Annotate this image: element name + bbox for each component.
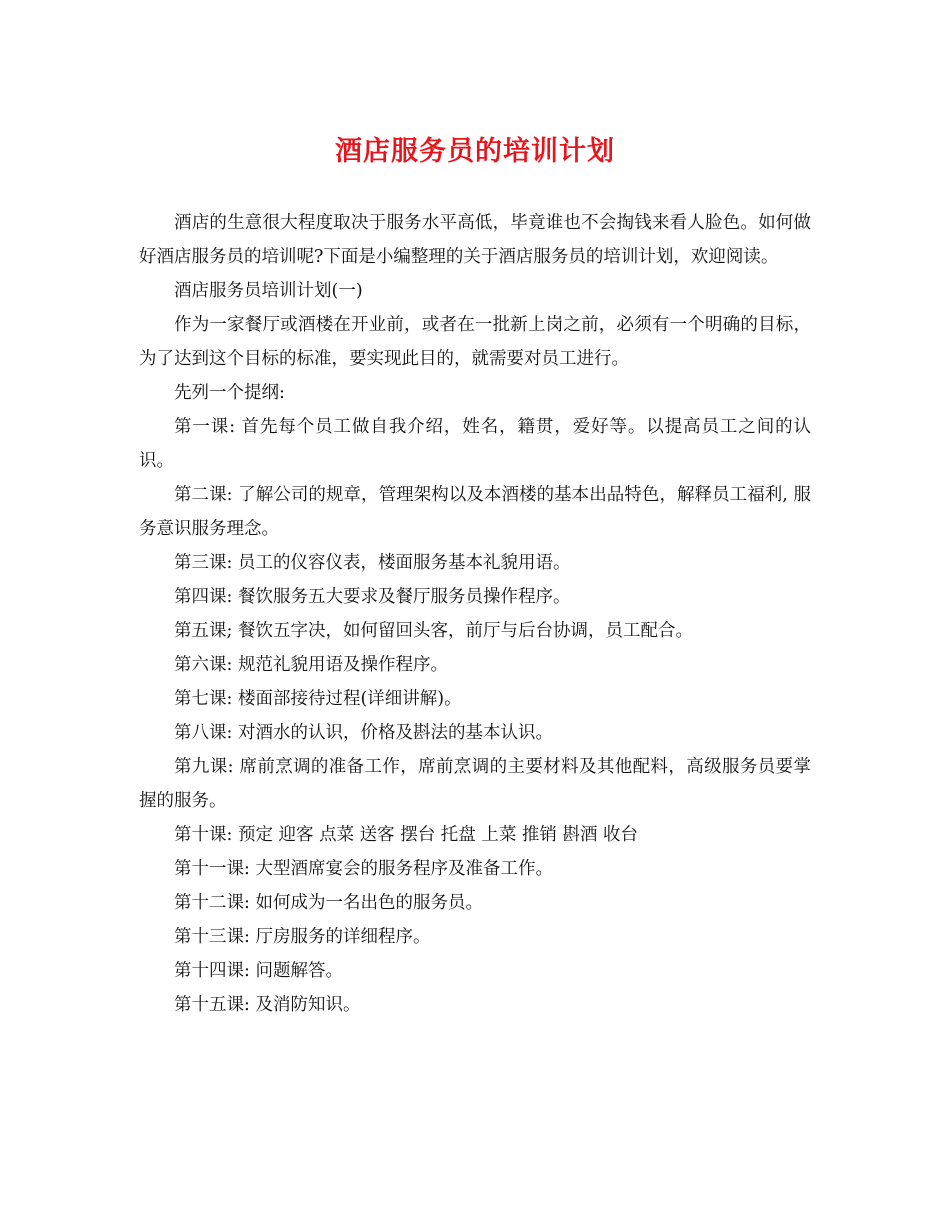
intro-paragraph: 酒店的生意很大程度取决于服务水平高低，毕竟谁也不会掏钱来看人脸色。如何做好酒店服务员的培训呢?下面是小编整理的关于酒店服务员的培训计划，欢迎阅读。	[139, 213, 811, 267]
lesson-item: 第六课: 规范礼貌用语及操作程序。	[174, 655, 448, 675]
lesson-item: 第八课: 对酒水的认识，价格及斟法的基本认识。	[174, 723, 553, 743]
document-title: 酒店服务员的培训计划	[335, 136, 615, 167]
lesson-item: 第十二课: 如何成为一名出色的服务员。	[174, 893, 483, 913]
section-heading: 酒店服务员培训计划(一)	[174, 281, 363, 301]
lesson-item: 第二课: 了解公司的规章，管理架构以及本酒楼的基本出品特色，解释员工福利, 服务意识服务理念。	[139, 485, 811, 539]
lesson-item: 第四课: 餐饮服务五大要求及餐厅服务员操作程序。	[174, 587, 571, 607]
lesson-item: 第十课: 预定 迎客 点菜 送客 摆台 托盘 上菜 推销 斟酒 收台	[174, 825, 639, 845]
paragraph: 作为一家餐厅或酒楼在开业前，或者在一批新上岗之前，必须有一个明确的目标，为了达到这个目标的标准，要实现此目的，就需要对员工进行。	[139, 315, 811, 369]
lesson-item: 第十一课: 大型酒席宴会的服务程序及准备工作。	[174, 859, 553, 879]
lesson-item: 第十三课: 厅房服务的详细程序。	[174, 927, 431, 947]
lesson-item: 第五课; 餐饮五字决，如何留回头客，前厅与后台协调，员工配合。	[174, 621, 693, 641]
paragraph: 先列一个提纲:	[174, 383, 285, 403]
document-body	[139, 206, 811, 1022]
lesson-item: 第九课: 席前烹调的准备工作，席前烹调的主要材料及其他配料，高级服务员要掌握的服务。	[139, 757, 811, 811]
lesson-item: 第七课: 楼面部接待过程(详细讲解)。	[174, 689, 462, 709]
lesson-item: 第十五课: 及消防知识。	[174, 995, 361, 1015]
lesson-item: 第一课: 首先每个员工做自我介绍，姓名，籍贯，爱好等。以提高员工之间的认识。	[139, 417, 811, 471]
lesson-item: 第十四课: 问题解答。	[174, 961, 343, 981]
lesson-item: 第三课: 员工的仪容仪表，楼面服务基本礼貌用语。	[174, 553, 571, 573]
